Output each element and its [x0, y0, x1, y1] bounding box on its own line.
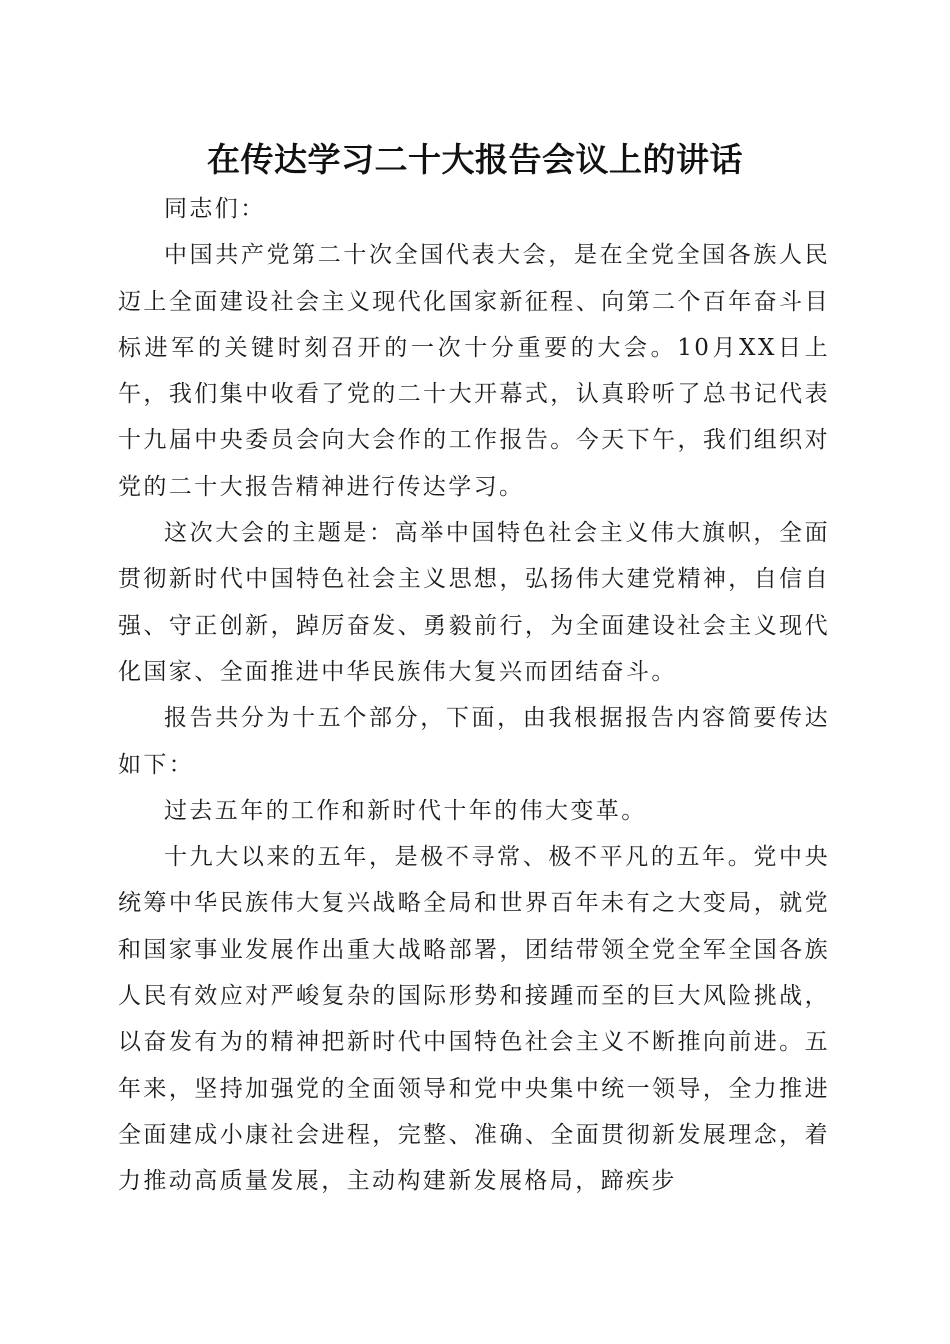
- paragraph-2: 这次大会的主题是：高举中国特色社会主义伟大旗帜，全面贯彻新时代中国特色社会主义思想，弘扬伟大建党精神，自信自强、守正创新，踔厉奋发、勇毅前行，为全面建设社会主义现代化国家、全面推进中华民族伟大复兴而团结奋斗。: [118, 520, 830, 685]
- document-body: [118, 186, 830, 1205]
- paragraph-5: 十九大以来的五年，是极不寻常、极不平凡的五年。党中央统筹中华民族伟大复兴战略全局和世界百年未有之大变局，就党和国家事业发展作出重大战略部署，团结带领全党全军全国各族人民有效应对严峻复杂的国际形势和接踵而至的巨大风险挑战，以奋发有为的精神把新时代中国特色社会主义不断推向前进。五年来，坚持加强党的全面领导和党中央集中统一领导，全力推进全面建成小康社会进程，完整、准确、全面贯彻新发展理念，着力推动高质量发展，主动构建新发展格局，蹄疾步: [118, 844, 830, 1195]
- paragraph-4: 过去五年的工作和新时代十年的伟大变革。: [164, 797, 647, 824]
- salutation: 同志们：: [164, 196, 266, 222]
- paragraph-3: 报告共分为十五个部分，下面，由我根据报告内容简要传达如下：: [118, 705, 830, 778]
- paragraph-1: 中国共产党第二十次全国代表大会，是在全党全国各族人民迈上全面建设社会主义现代化国家新征程、向第二个百年奋斗目标进军的关键时刻召开的一次十分重要的大会。10月XX日上午，我们集中收看了党的二十大开幕式，认真聆听了总书记代表十九届中央委员会向大会作的工作报告。今天下午，我们组织对党的二十大报告精神进行传达学习。: [118, 242, 830, 500]
- document-title: 在传达学习二十大报告会议上的讲话: [207, 140, 743, 179]
